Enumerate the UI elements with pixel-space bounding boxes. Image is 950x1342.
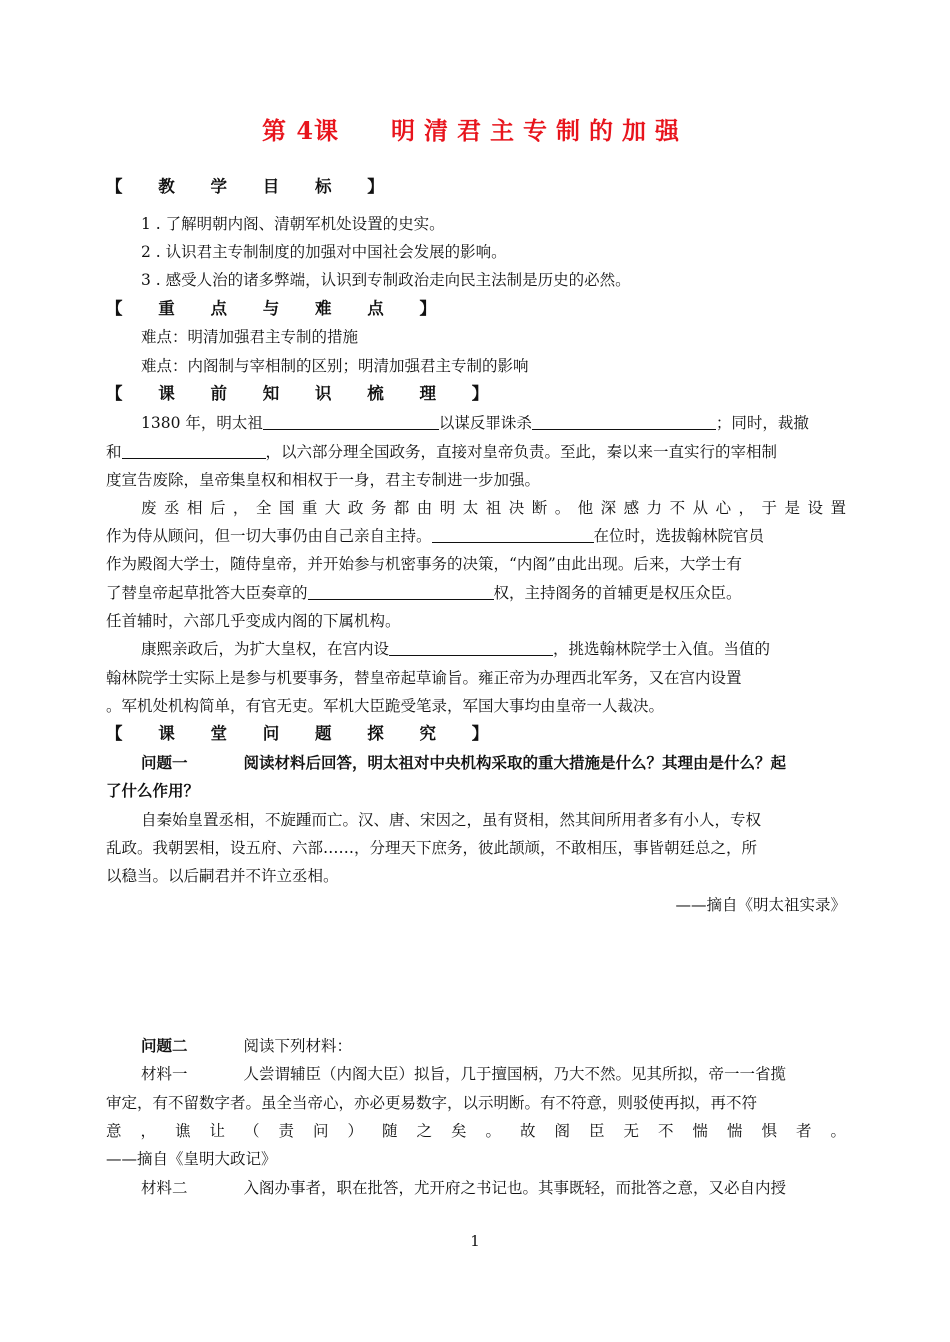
question-label: 问题二 xyxy=(141,1036,188,1055)
keypoints-heading: 【 重 点 与 难 点 】 xyxy=(106,299,451,318)
material-line: 以稳当。以后嗣君并不许立丞相。 xyxy=(106,867,339,885)
question-one xyxy=(141,752,846,774)
objective-item: 2 . 认识君主专制制度的加强对中国社会发展的影响。 xyxy=(141,243,507,261)
text: 权，主持阁务的首辅更是权压众臣。 xyxy=(493,584,742,602)
text: 作为侍从顾问，但一切大事仍由自己亲自主持。 xyxy=(106,527,432,545)
question-label: 问题一 xyxy=(141,753,188,772)
text: 在位时，选拔翰林院官员 xyxy=(593,527,765,545)
fill-blank[interactable] xyxy=(308,583,494,600)
review-p1-line2 xyxy=(106,441,846,463)
text: 1380 年，明太祖 xyxy=(141,414,263,432)
fill-blank[interactable] xyxy=(122,442,266,459)
fill-blank[interactable] xyxy=(532,413,716,430)
lesson-title xyxy=(0,111,950,146)
review-p1-line1 xyxy=(141,412,846,434)
material-line: 自秦始皇置丞相，不旋踵而亡。汉、唐、宋因之，虽有贤相，然其间所用者多有小人，专权 xyxy=(141,811,762,829)
question-one-cont: 了什么作用？ xyxy=(106,781,200,800)
material-source: ——摘自《明太祖实录》 xyxy=(675,896,846,914)
text: 了替皇帝起草批答大臣奏章的 xyxy=(106,584,308,602)
review-p2-line4 xyxy=(106,582,846,604)
material-one-line1 xyxy=(141,1063,846,1085)
material-one-line2: 审定，有不留数字者。虽全当帝心，亦必更易数字，以示明断。有不符意，则驳使再拟，再不符 xyxy=(106,1094,758,1112)
text: ，挑选翰林院学士入值。当值的 xyxy=(553,640,771,658)
objective-item: 3 . 感受人治的诸多弊端，认识到专制政治走向民主法制是历史的必然。 xyxy=(141,271,631,289)
inquiry-heading: 【 课 堂 问 题 探 究 】 xyxy=(106,724,504,743)
material-two-line1 xyxy=(141,1177,846,1199)
review-p2-line5: 任首辅时，六部几乎变成内阁的下属机构。 xyxy=(106,612,401,630)
fill-blank[interactable] xyxy=(432,526,594,543)
material-label: 材料二 xyxy=(141,1179,188,1197)
keypoint-item: 难点：内阁制与宰相制的区别；明清加强君主专制的影响 xyxy=(141,357,529,375)
fill-blank[interactable] xyxy=(263,413,439,430)
review-p2-line1: 废丞相后，全国重大政务都由明太祖决断。他深感力不从心，于是设置 xyxy=(141,499,846,517)
material-label: 材料一 xyxy=(141,1065,188,1083)
material-text: 入阁办事者，职在批答，尤开府之书记也。其事既轻，而批答之意，又必自内授 xyxy=(243,1179,787,1197)
question-two xyxy=(141,1035,846,1057)
objective-item: 1 . 了解明朝内阁、清朝军机处设置的史实。 xyxy=(141,215,445,233)
review-p2-line3: 作为殿阁大学士，随侍皇帝，并开始参与机密事务的决策，“内阁”由此出现。后来，大学士有 xyxy=(106,555,742,573)
review-p1-line3: 度宣告废除，皇帝集皇权和相权于一身，君主专制进一步加强。 xyxy=(106,471,541,489)
fill-blank[interactable] xyxy=(389,639,553,656)
text: ，以六部分理全国政务，直接对皇帝负责。至此，秦以来一直实行的宰相制 xyxy=(265,443,778,461)
text: ；同时，裁撤 xyxy=(715,414,809,432)
text: 和 xyxy=(106,443,122,461)
review-heading: 【 课 前 知 识 梳 理 】 xyxy=(106,384,504,403)
material-one-source: ——摘自《皇明大政记》 xyxy=(106,1150,277,1168)
page-number: 1 xyxy=(470,1232,480,1250)
review-p3-line1 xyxy=(141,638,846,660)
review-p3-line3: 。军机处机构简单，有官无吏。军机大臣跪受笔录，军国大事均由皇帝一人裁决。 xyxy=(106,697,665,715)
objectives-heading: 【 教 学 目 标 】 xyxy=(106,177,399,196)
text: 康熙亲政后，为扩大皇权，在宫内设 xyxy=(141,640,390,658)
material-line: 乱政。我朝罢相，设五府、六部……，分理天下庶务，彼此颉颃，不敢相压，事皆朝廷总之，所 xyxy=(106,839,758,857)
review-p2-line2 xyxy=(106,525,846,547)
material-text: 人尝谓辅臣（内阁大臣）拟旨，几于擅国柄，乃大不然。见其所拟，帝一一省揽 xyxy=(243,1065,787,1083)
material-one-line3: 意，谯让（责问）随之矣。故阁臣无不惴惴惧者。 xyxy=(106,1122,846,1140)
keypoint-item: 难点：明清加强君主专制的措施 xyxy=(141,328,359,346)
lesson-number: 第 4课 xyxy=(261,116,340,145)
question-text: 阅读材料后回答，明太祖对中央机构采取的重大措施是什么？其理由是什么？起 xyxy=(243,753,787,772)
lesson-name: 明清君主专制的加强 xyxy=(391,116,689,145)
review-p3-line2: 翰林院学士实际上是参与机要事务，替皇帝起草谕旨。雍正帝为办理西北军务，又在宫内设置 xyxy=(106,669,742,687)
text: 以谋反罪诛杀 xyxy=(438,414,532,432)
question-text: 阅读下列材料： xyxy=(243,1037,353,1055)
